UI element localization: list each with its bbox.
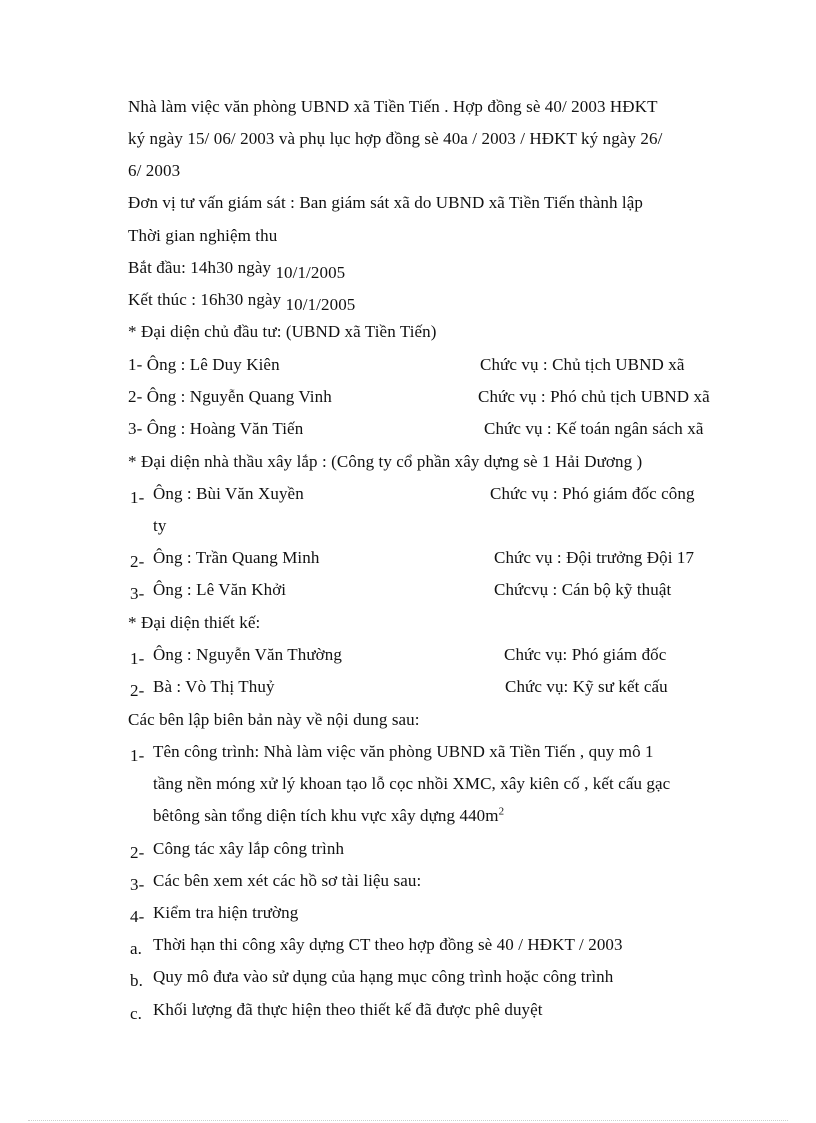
content-item-2-num: 2-: [130, 843, 145, 862]
contractor-member-2-role: Chức vụ : Đội trưởng Đội 17: [494, 548, 695, 567]
end-label: Kết thúc : 16h30 ngày: [128, 290, 282, 309]
contractor-heading: * Đại diện nhà thầu xây lắp : (Công ty cổ phần xây dựng sè 1 Hải Dương ): [128, 452, 643, 471]
content-item-4-text: Kiểm tra hiện trường: [153, 903, 299, 922]
contractor-member-1-role: Chức vụ : Phó giám đốc công: [490, 484, 695, 503]
time-heading: Thời gian nghiệm thu: [128, 226, 278, 245]
content-item-1-line-1: Tên công trình: Nhà làm việc văn phòng UBND xã Tiền Tiến , quy mô 1: [153, 742, 654, 761]
contractor-member-2-name: Ông : Trần Quang Minh: [153, 548, 320, 567]
contractor-member-1-num: 1-: [130, 488, 145, 507]
end-date: 10/1/2005: [285, 295, 356, 314]
investor-member-3-name: 3- Ông : Hoàng Văn Tiến: [128, 419, 304, 438]
intro-line-2: ký ngày 15/ 06/ 2003 và phụ lục hợp đồng sè 40a / 2003 / HĐKT ký ngày 26/: [128, 129, 663, 148]
start-date: 10/1/2005: [275, 263, 346, 282]
content-item-3-num: 3-: [130, 875, 145, 894]
designer-member-1-name: Ông : Nguyễn Văn Thường: [153, 645, 342, 664]
investor-member-1-role: Chức vụ : Chủ tịch UBND xã: [480, 355, 685, 374]
content-item-a-num: a.: [130, 939, 142, 958]
consultant-line: Đơn vị tư vấn giám sát : Ban giám sát xã do UBND xã Tiền Tiến thành lập: [128, 193, 643, 212]
start-time: [128, 258, 346, 282]
content-item-2-text: Công tác xây lắp công trình: [153, 839, 345, 858]
designer-member-2-num: 2-: [130, 681, 145, 700]
investor-member-1-name: 1- Ông : Lê Duy Kiên: [128, 355, 280, 374]
start-label: Bắt đầu: 14h30 ngày: [128, 258, 272, 277]
content-item-a-text: Thời hạn thi công xây dựng CT theo hợp đồng sè 40 / HĐKT / 2003: [153, 935, 623, 954]
contractor-member-1-name: Ông : Bùi Văn Xuyền: [153, 484, 304, 503]
content-item-3-text: Các bên xem xét các hồ sơ tài liệu sau:: [153, 871, 422, 890]
content-item-c-num: c.: [130, 1004, 142, 1023]
contractor-member-3-name: Ông : Lê Văn Khởi: [153, 580, 287, 599]
page-bottom-divider: [28, 1120, 788, 1121]
designer-heading: * Đại diện thiết kế:: [128, 613, 261, 632]
investor-heading: * Đại diện chủ đầu tư: (UBND xã Tiền Tiến): [128, 322, 437, 341]
contractor-member-3-num: 3-: [130, 584, 145, 603]
content-item-1-num: 1-: [130, 746, 145, 765]
content-item-1-line-3-sup: 2: [498, 805, 505, 818]
content-item-b-num: b.: [130, 971, 143, 990]
content-item-4-num: 4-: [130, 907, 145, 926]
investor-member-2-name: 2- Ông : Nguyễn Quang Vinh: [128, 387, 332, 406]
content-heading: Các bên lập biên bản này về nội dung sau:: [128, 710, 420, 729]
content-item-c-text: Khối lượng đã thực hiện theo thiết kế đã được phê duyệt: [153, 1000, 543, 1019]
intro-line-3: 6/ 2003: [128, 161, 181, 180]
designer-member-1-num: 1-: [130, 649, 145, 668]
contractor-member-3-role: Chứcvụ : Cán bộ kỹ thuật: [494, 580, 672, 599]
content-item-1-line-3-text: bêtông sàn tổng diện tích khu vực xây dựng 440m: [153, 806, 499, 825]
intro-line-1: Nhà làm việc văn phòng UBND xã Tiền Tiến . Hợp đồng sè 40/ 2003 HĐKT: [128, 97, 658, 116]
contractor-member-2-num: 2-: [130, 552, 145, 571]
end-time: [128, 290, 356, 314]
designer-member-2-name: Bà : Vò Thị Thuỷ: [153, 677, 275, 696]
designer-member-2-role: Chức vụ: Kỹ sư kết cấu: [505, 677, 668, 696]
investor-member-3-role: Chức vụ : Kế toán ngân sách xã: [484, 419, 704, 438]
contractor-member-1-role-cont: ty: [153, 516, 167, 535]
investor-member-2-role: Chức vụ : Phó chủ tịch UBND xã: [478, 387, 710, 406]
content-item-1-line-3: [153, 806, 504, 826]
content-item-1-line-2: tầng nền móng xử lý khoan tạo lỗ cọc nhồi XMC, xây kiên cố , kết cấu gạc: [153, 774, 671, 793]
content-item-b-text: Quy mô đưa vào sử dụng của hạng mục công trình hoặc công trình: [153, 967, 614, 986]
designer-member-1-role: Chức vụ: Phó giám đốc: [504, 645, 667, 664]
